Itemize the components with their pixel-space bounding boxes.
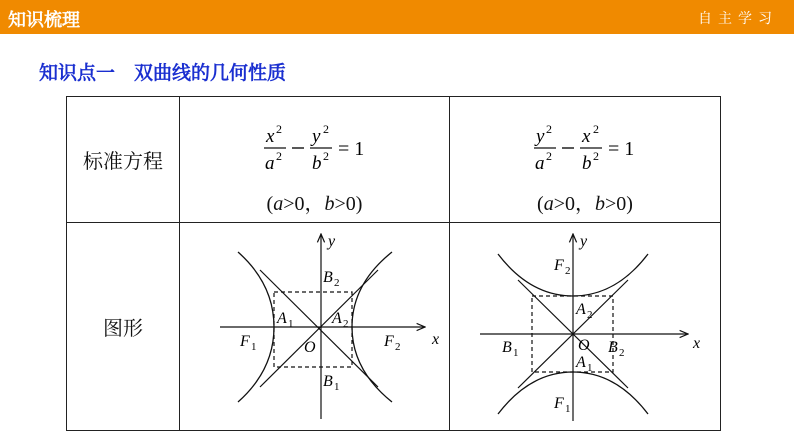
eq2-den2: b <box>582 153 592 174</box>
eq1-den2: b <box>312 153 322 174</box>
x-axis-label: x <box>693 334 701 352</box>
eq1-num1-exp: 2 <box>276 122 282 136</box>
eq1-den1-exp: 2 <box>276 149 282 163</box>
table-row-equation <box>67 97 721 223</box>
eq2-num1-exp: 2 <box>546 122 552 136</box>
eq1-den1: a <box>265 153 275 174</box>
a1-label: A <box>277 309 287 327</box>
b2-sub: 2 <box>334 276 340 289</box>
a1-sub: 1 <box>587 361 593 374</box>
hyperbola-graph-vertical <box>450 224 721 430</box>
eq2-den1-exp: 2 <box>546 149 552 163</box>
header-self-study-label: 自主学习 <box>698 11 778 27</box>
eq1-den2-exp: 2 <box>323 149 329 163</box>
y-axis-label: y <box>580 232 588 250</box>
eq2-num1: y <box>536 126 545 147</box>
section-title: 知识点一 双曲线的几何性质 <box>39 62 287 84</box>
graph-cell-horizontal <box>180 223 450 431</box>
table-row-graph <box>67 223 721 431</box>
a1-sub: 1 <box>288 317 294 330</box>
hyperbola-graph-horizontal <box>180 224 450 430</box>
f2-label: F <box>554 256 564 274</box>
a2-sub: 2 <box>587 308 593 321</box>
graph-cell-vertical <box>450 223 721 431</box>
a2-label: A <box>576 300 586 318</box>
b1-sub: 1 <box>513 346 519 359</box>
b1-label: B <box>323 372 333 390</box>
f2-sub: 2 <box>395 340 401 353</box>
eq1-num2: y <box>312 126 321 147</box>
f1-sub: 1 <box>565 402 571 415</box>
b2-label: B <box>608 338 618 356</box>
y-axis-label: y <box>328 232 336 250</box>
f2-sub: 2 <box>565 264 571 277</box>
b1-sub: 1 <box>334 380 340 393</box>
header-title: 知识梳理 <box>8 10 80 31</box>
hyperbola-properties-table <box>66 96 721 431</box>
eq1-num2-exp: 2 <box>323 122 329 136</box>
f1-label: F <box>240 332 250 350</box>
equation-vertical <box>450 103 721 181</box>
condition-horizontal: (a>0，b>0) <box>266 193 363 215</box>
row-label-graph: 图形 <box>67 223 180 431</box>
eq2-den1: a <box>535 153 545 174</box>
b2-sub: 2 <box>619 346 625 359</box>
eq1-rhs: = 1 <box>338 138 365 160</box>
equation-cell-vertical <box>450 97 721 223</box>
a2-label: A <box>332 309 342 327</box>
f1-label: F <box>554 394 564 412</box>
f1-sub: 1 <box>251 340 257 353</box>
eq2-num2-exp: 2 <box>593 122 599 136</box>
b1-label: B <box>502 338 512 356</box>
eq2-den2-exp: 2 <box>593 149 599 163</box>
origin-label: O <box>304 338 316 356</box>
a2-sub: 2 <box>343 317 349 330</box>
x-axis-label: x <box>432 330 440 348</box>
a1-label: A <box>576 353 586 371</box>
eq1-num1: x <box>266 126 275 147</box>
equation-horizontal <box>180 103 450 181</box>
condition-vertical: (a>0，b>0) <box>537 193 633 215</box>
eq2-num2: x <box>582 126 591 147</box>
b2-label: B <box>323 268 333 286</box>
f2-label: F <box>384 332 394 350</box>
origin-label: O <box>578 336 590 354</box>
header-bar <box>0 0 794 34</box>
equation-cell-horizontal <box>180 97 450 223</box>
eq2-rhs: = 1 <box>608 138 635 160</box>
row-label-equation: 标准方程 <box>67 97 180 223</box>
